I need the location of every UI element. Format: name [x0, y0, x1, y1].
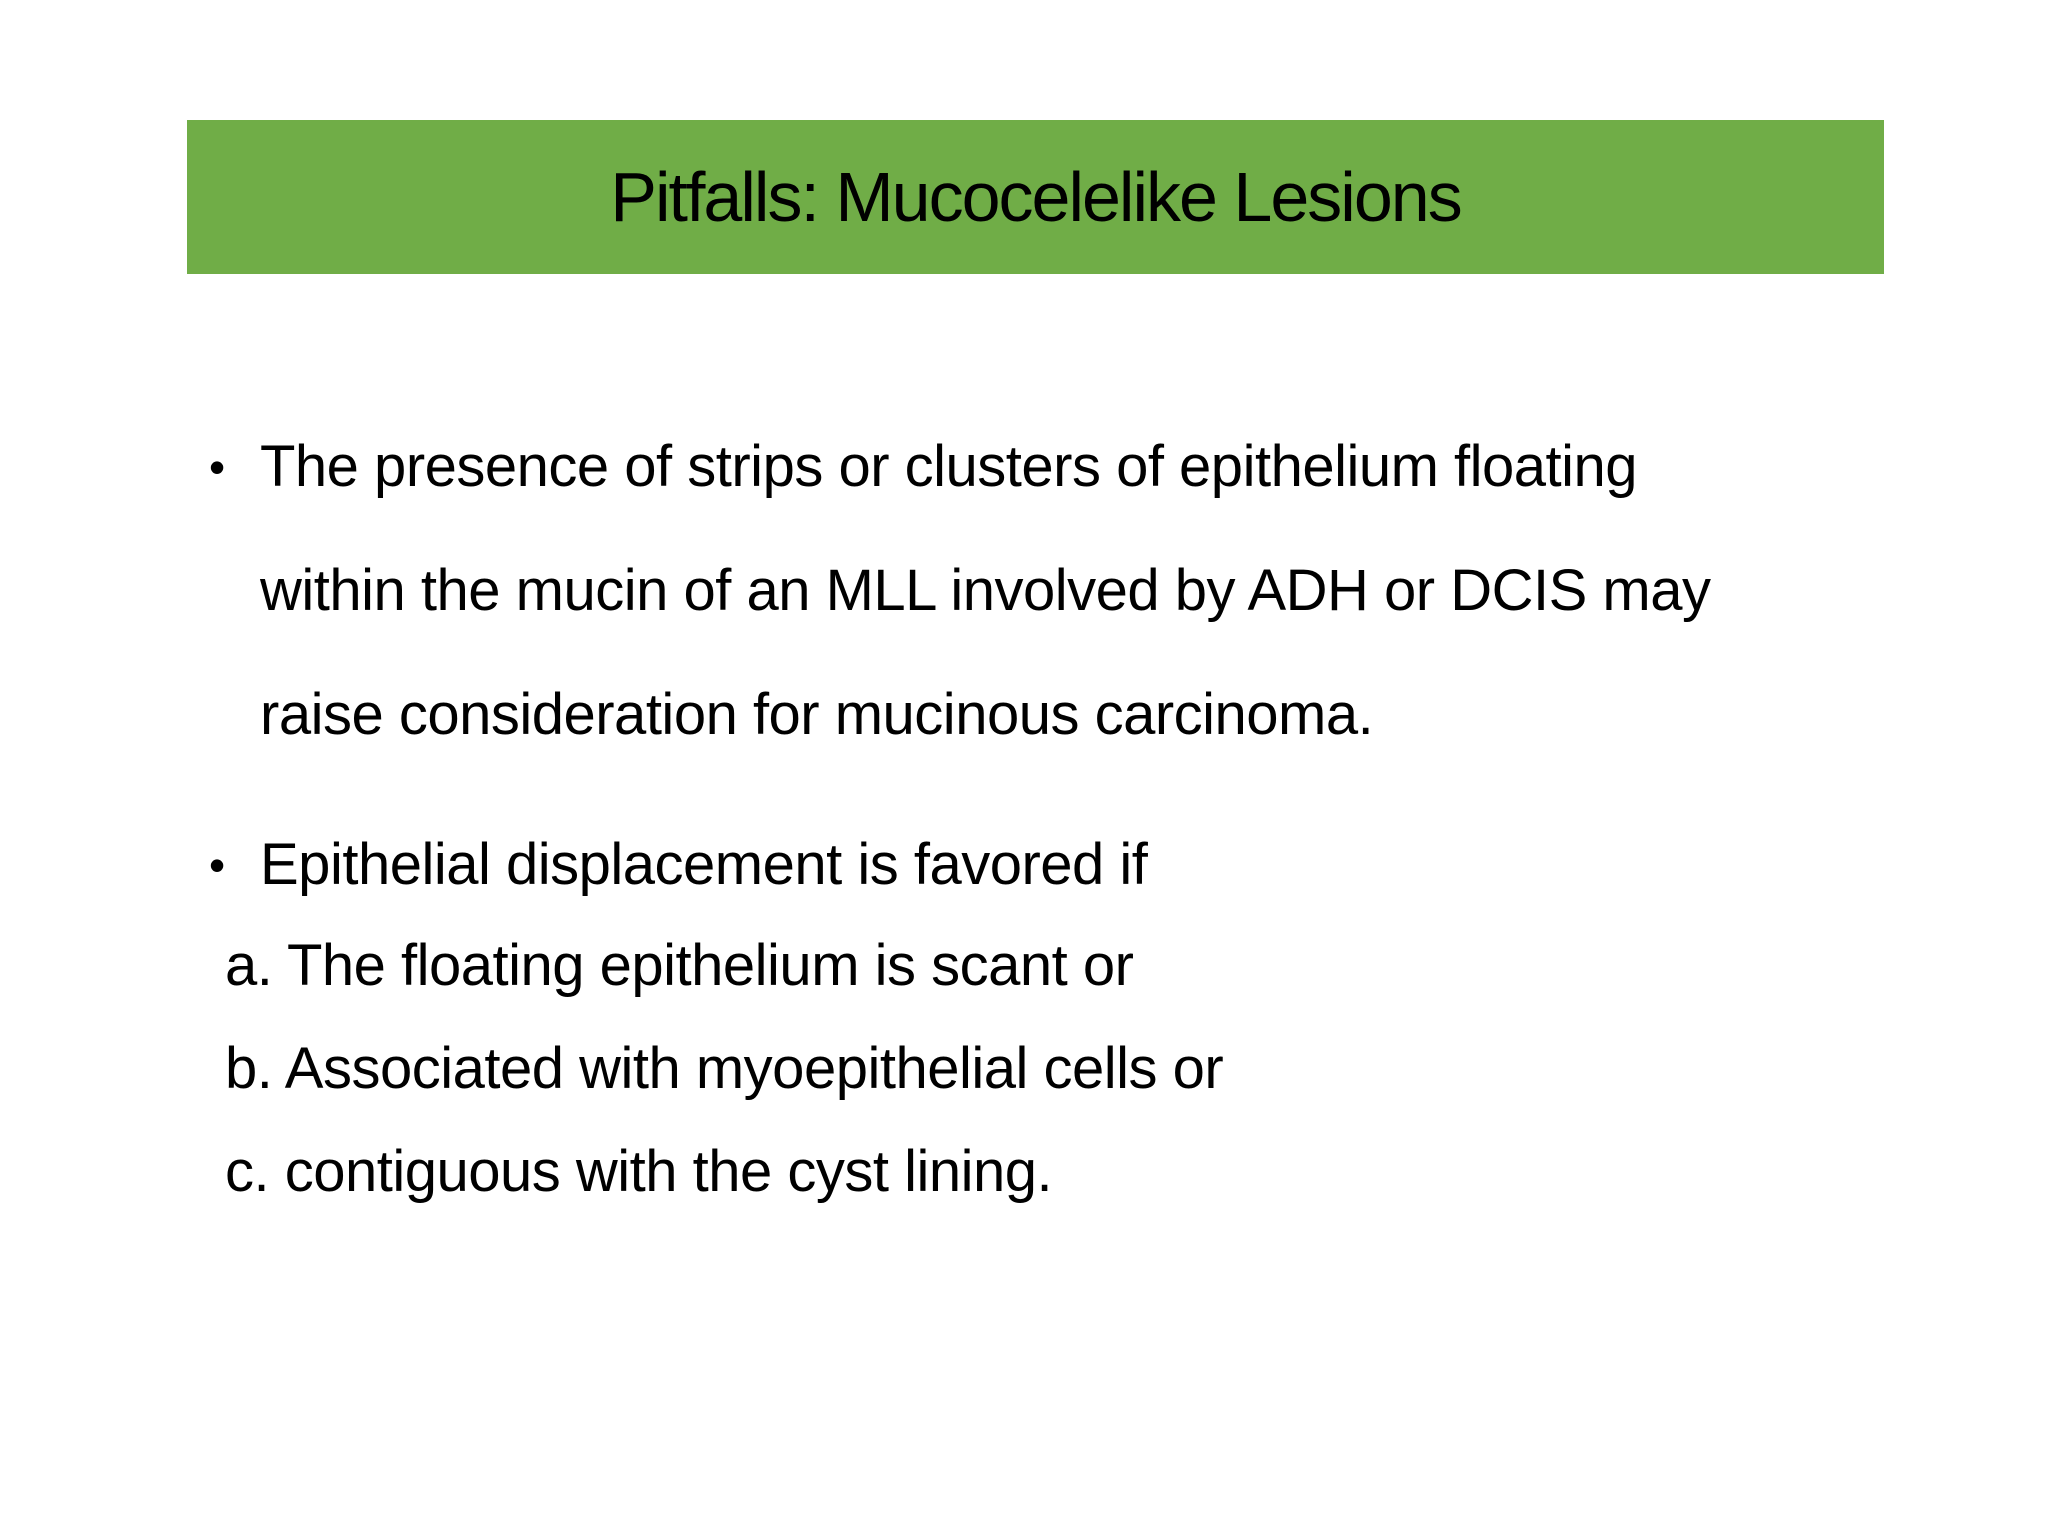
sub-item: c. contiguous with the cyst lining. — [225, 1139, 1053, 1204]
bullet-line: Epithelial displacement is favored if — [260, 832, 1148, 897]
bullet-item — [207, 405, 1710, 777]
bullet-icon: • — [209, 839, 225, 891]
slide-title: Pitfalls: Mucocelelike Lesions — [610, 158, 1461, 236]
sub-item: a. The floating epithelium is scant or — [225, 933, 1134, 998]
bullet-item — [207, 803, 1147, 927]
bullet-line: raise consideration for mucinous carcinoma. — [260, 682, 1374, 747]
sub-item: b. Associated with myoepithelial cells or — [225, 1036, 1224, 1101]
bullet-line: within the mucin of an MLL involved by ADH or DCIS may — [260, 558, 1711, 623]
title-bar — [187, 120, 1884, 274]
bullet-line: The presence of strips or clusters of epithelium floating — [260, 434, 1638, 499]
bullet-icon: • — [209, 441, 225, 493]
